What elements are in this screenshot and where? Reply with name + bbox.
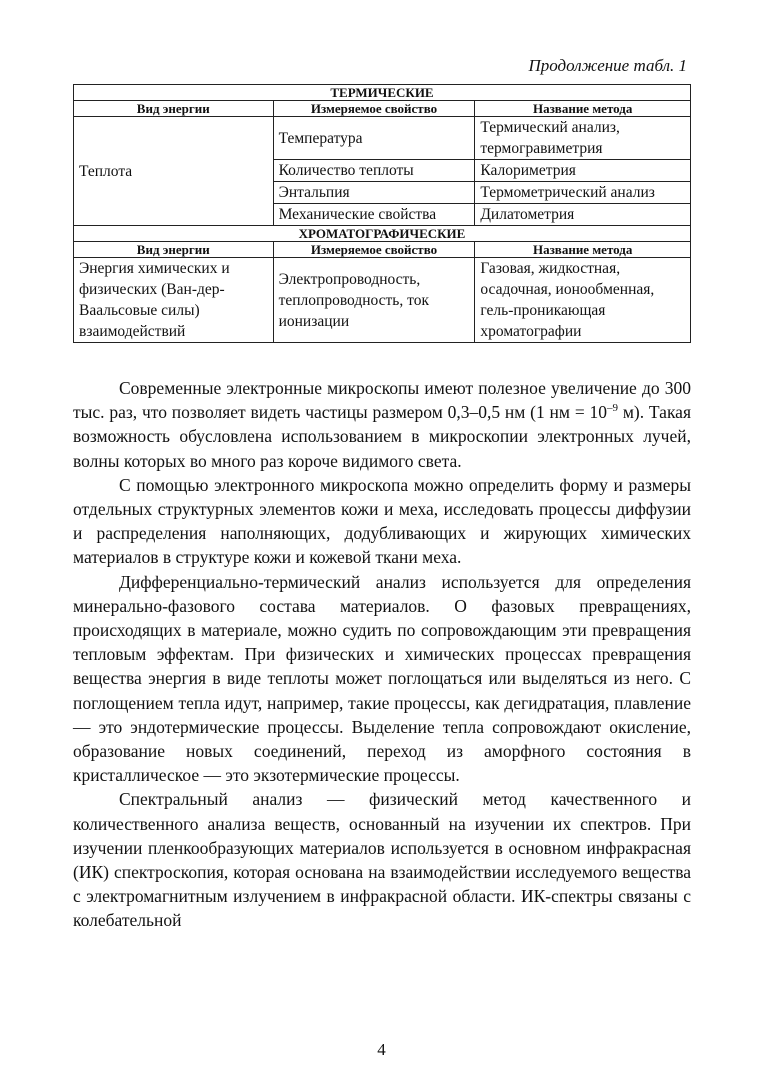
- table-row: [74, 258, 691, 343]
- header-row-chromatographic: [74, 242, 691, 258]
- paragraph-microscope-uses: С помощью электронного микроскопа можно определить форму и размеры отдельных структурных элементов кожи и меха, исследовать процессы диффузии и распределения наполняющих, додубливающих и жирующих химических материалов в структуре кожи и кожевой ткани меха.: [73, 474, 691, 568]
- paragraph-thermal-analysis: Дифференциально-термический анализ используется для определения минерально-фазового состава материалов. О фазовых превращениях, происходящих в материале, можно судить по сопровождающим эти превращения тепловым эффектам. При физических и химических процессах превращения вещества энергия в виде теплоты может поглощаться или выделяться из него. С поглощением тепла идут, например, такие процессы, как дегидратация, плавление — это эндотермические процессы. Выделение тепла сопровождают окисление, образование новых соединений, переход из аморфного состояния в кристаллическое — это экзотермические процессы.: [73, 571, 691, 786]
- property-cell: Электропроводность, теплопроводность, ток ионизации: [273, 258, 475, 343]
- paragraph-electron-microscope: [73, 376, 691, 473]
- section-title-chromatographic: ХРОМАТОГРАФИЧЕСКИЕ: [74, 226, 691, 242]
- paragraph-text: Современные электронные микроскопы имеют полезное увеличение до 300 тыс. раз, что позволяет видеть частицы размером 0,3–0,5 нм (1 нм = 10: [73, 378, 691, 423]
- energy-cell-chromatographic: Энергия химических и физических (Ван-дер-Ваальсовые силы) взаимодействий: [74, 258, 274, 343]
- exponent: –9: [607, 402, 619, 415]
- table-continuation-label: Продолжение табл. 1: [528, 56, 687, 75]
- col-header-method: Название метода: [475, 242, 691, 258]
- col-header-method: Название метода: [475, 101, 691, 117]
- section-row-thermal: [74, 85, 691, 101]
- col-header-property: Измеряемое свойство: [273, 242, 475, 258]
- body-text: [73, 376, 691, 933]
- property-cell: Механические свойства: [273, 204, 475, 226]
- method-cell: Дилатометрия: [475, 204, 691, 226]
- section-row-chromatographic: [74, 226, 691, 242]
- col-header-energy: Вид энергии: [74, 101, 274, 117]
- paragraph-spectral-analysis: Спектральный анализ — физический метод качественного и количественного анализа веществ, основанный на изучении их спектров. При изучении пленкообразующих материалов используется в основном инфракрасная (ИК) спектроскопия, которая основана на взаимодействии исследуемого вещества с электромагнитным излучением в инфракрасной области. ИК-спектры связаны с колебательной: [73, 789, 691, 931]
- col-header-energy: Вид энергии: [74, 242, 274, 258]
- col-header-property: Измеряемое свойство: [273, 101, 475, 117]
- paragraph-text: м). Такая возможность обусловлена использованием в микроскопии электронных лучей, волны которых во много раз короче видимого света.: [73, 402, 692, 471]
- page-number: 4: [377, 1040, 386, 1059]
- method-cell: Термометрический анализ: [475, 182, 691, 204]
- method-cell: Термический анализ, термогравиметрия: [475, 117, 691, 160]
- property-cell: Количество теплоты: [273, 160, 475, 182]
- energy-cell-thermal: Теплота: [74, 117, 274, 226]
- table-row: [74, 117, 691, 160]
- property-cell: Энтальпия: [273, 182, 475, 204]
- methods-table: [73, 84, 691, 343]
- section-title-thermal: ТЕРМИЧЕСКИЕ: [74, 85, 691, 101]
- method-cell: Газовая, жидкостная, осадочная, ионообменная, гель-проникающая хроматографии: [475, 258, 691, 343]
- method-cell: Калориметрия: [475, 160, 691, 182]
- property-cell: Температура: [273, 117, 475, 160]
- header-row-thermal: [74, 101, 691, 117]
